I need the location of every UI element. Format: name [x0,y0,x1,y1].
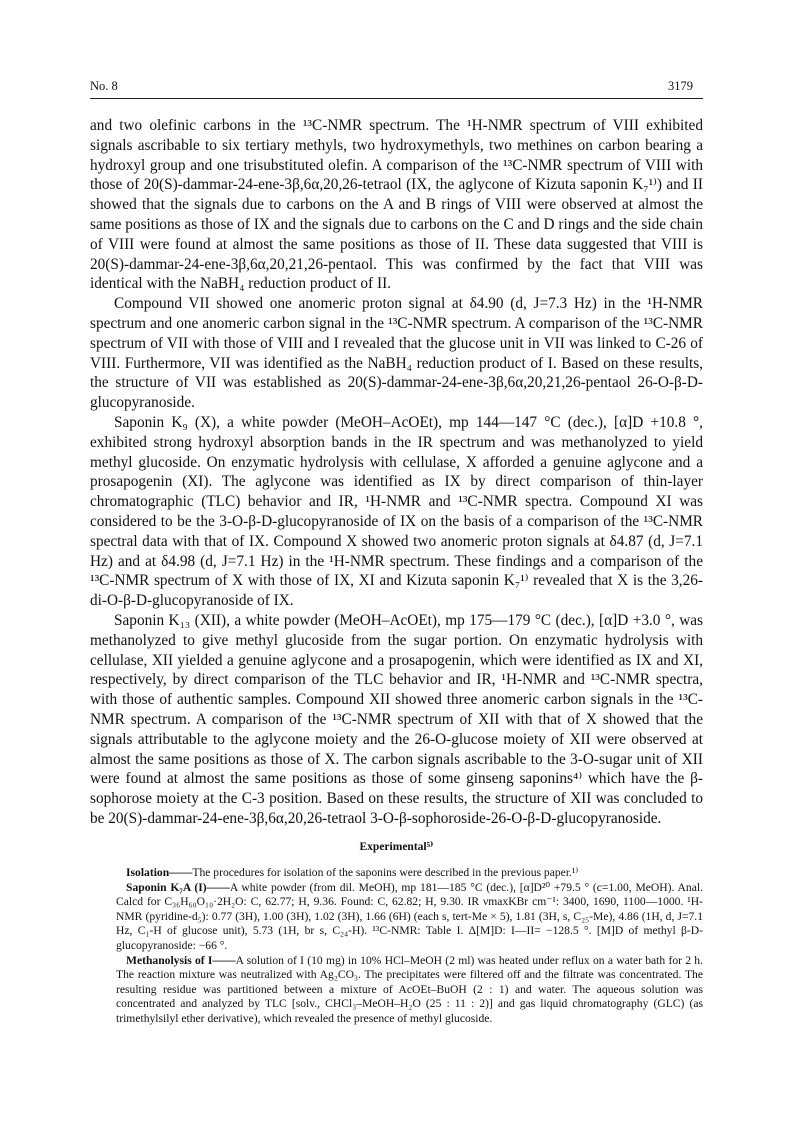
isolation-text: The procedures for isolation of the saponins were described in the previous paper.¹⁾ [192,866,579,879]
experimental-section [116,866,703,1027]
saponin-k7a-heading: Saponin K₇A (I)—— [126,880,230,894]
main-text [90,116,703,829]
experimental-methanolysis [116,954,703,1027]
paragraph-4: Saponin K₁₃ (XII), a white powder (MeOH–AcOEt), mp 175—179 °C (dec.), [α]D +3.0 °, was methanolyzed to give methyl glucoside from the sugar portion. On enzymatic hydrolysis with cellulase, XII yielded a genuine aglycone and a prosapogenin, which were identified as IX and XI, respectively, by direct comparison of the TLC behavior and IR, ¹H-NMR and ¹³C-NMR spectra, with those of authentic samples. Compound XII showed three anomeric carbon signals in the ¹³C-NMR spectrum. A comparison of the ¹³C-NMR spectrum of XII with that of X showed that the signals attributable to the aglycone moiety and the 26-O-glucose moiety of XII were observed at almost the same positions as those of X. The carbon signals ascribable to the 3-O-sugar unit of XII were found at almost the same positions as those of some ginseng saponins⁴⁾ which have the β-sophorose moiety at the C-3 position. Based on these results, the structure of XII was concluded to be 20(S)-dammar-24-ene-3β,6α,20,26-tetraol 3-O-β-sophoroside-26-O-β-D-glucopyranoside. [90,611,703,827]
header-rule [90,98,703,99]
experimental-heading: Experimental⁵⁾ [359,841,434,853]
isolation-heading: Isolation—— [126,866,193,879]
paragraph-1: and two olefinic carbons in the ¹³C-NMR spectrum. The ¹H-NMR spectrum of VIII exhibited signals ascribable to six tertiary methyls, two hydroxymethyls, two methines on carbon bearing a hydroxyl group and one trisubstituted olefin. A comparison of the ¹³C-NMR spectrum of VIII with those of 20(S)-dammar-24-ene-3β,6α,20,26-tetraol (IX, the aglycone of Kizuta saponin K₇¹⁾) and II showed that the signals due to carbons on the A and B rings of VIII were observed at almost the same positions as those of IX and the signals due to carbons on the C and D rings and the side chain of VIII were found at almost the same positions as those of II. These data suggested that VIII is 20(S)-dammar-24-ene-3β,6α,20,21,26-pentaol. This was confirmed by the fact that VIII was identical with the NaBH₄ reduction product of II. [90,117,703,293]
paragraph-3: Saponin K₉ (X), a white powder (MeOH–AcOEt), mp 144—147 °C (dec.), [α]D +10.8 °, exhibited strong hydroxyl absorption bands in the IR spectrum and was methanolyzed to yield methyl glucoside. On enzymatic hydrolysis with cellulase, X afforded a genuine aglycone and a prosapogenin (XI). The aglycone was identified as IX by direct comparison of thin-layer chromatographic (TLC) behavior and IR, ¹H-NMR and ¹³C-NMR spectra. Compound XI was considered to be the 3-O-β-D-glucopyranoside of IX on the basis of a comparison of the ¹³C-NMR spectral data with that of IX. Compound X showed two anomeric proton signals at δ4.87 (d, J=7.1 Hz) and at δ4.98 (d, J=7.1 Hz) in the ¹H-NMR spectrum. These findings and a comparison of the ¹³C-NMR spectrum of X with those of IX, XI and Kizuta saponin K₇¹⁾ revealed that X is the 3,26-di-O-β-D-glucopyranoside of IX. [90,413,703,610]
paragraph-2: Compound VII showed one anomeric proton signal at δ4.90 (d, J=7.3 Hz) in the ¹H-NMR spectrum and one anomeric carbon signal in the ¹³C-NMR spectrum. A comparison of the ¹³C-NMR spectrum of VII with those of VIII and I revealed that the glucose unit in VII was linked to C-26 of VIII. Furthermore, VII was identified as the NaBH₄ reduction product of I. Based on these results, the structure of VII was established as 20(S)-dammar-24-ene-3β,6α,20,21,26-pentaol 26-O-β-D-glucopyranoside. [90,295,703,412]
journal-issue-number: No. 8 [90,79,118,93]
experimental-isolation [116,866,703,881]
saponin-k7a-text: A white powder (from dil. MeOH), mp 181—185 °C (dec.), [α]D²⁰ +79.5 ° (c=1.00, MeOH). Anal. Calcd for C₃₆H₆₀O₁₀·2H₂O: C, 62.77; H, 9.36. Found: C, 62.82; H, 9.30. IR νmaxKBr cm⁻¹: 3400, 1690, 1100—1000. ¹H-NMR (pyridine-d₅): 0.77 (3H), 1.00 (3H), 1.02 (3H), 1.66 (6H) (each s, tert-Me × 5), 1.81 (3H, s, C₂₅-Me), 4.86 (1H, d, J=7.1 Hz, C₁-H of glucose unit), 5.73 (1H, br s, C₂₄-H). ¹³C-NMR: Table I. Δ[M]D: I—II= −128.5 °. [M]D of methyl β-D-glucopyranoside: −66 °. [116,880,703,952]
methanolysis-text: A solution of I (10 mg) in 10% HCl–MeOH (2 ml) was heated under reflux on a water bath for 2 h. The reaction mixture was neutralized with Ag₂CO₃. The precipitates were filtered off and the filtrate was concentrated. The resulting residue was partitioned between a mixture of AcOEt–BuOH (2 : 1) and water. The aqueous solution was concentrated and analyzed by TLC [solv., CHCl₃–MeOH–H₂O (25 : 11 : 2)] and gas liquid chromatography (GLC) (as trimethylsilyl ether derivative), which revealed the presence of methyl glucoside. [116,953,703,1025]
methanolysis-heading: Methanolysis of I—— [126,953,236,967]
page-number: 3179 [668,79,693,93]
experimental-saponin-k7a [116,881,703,954]
